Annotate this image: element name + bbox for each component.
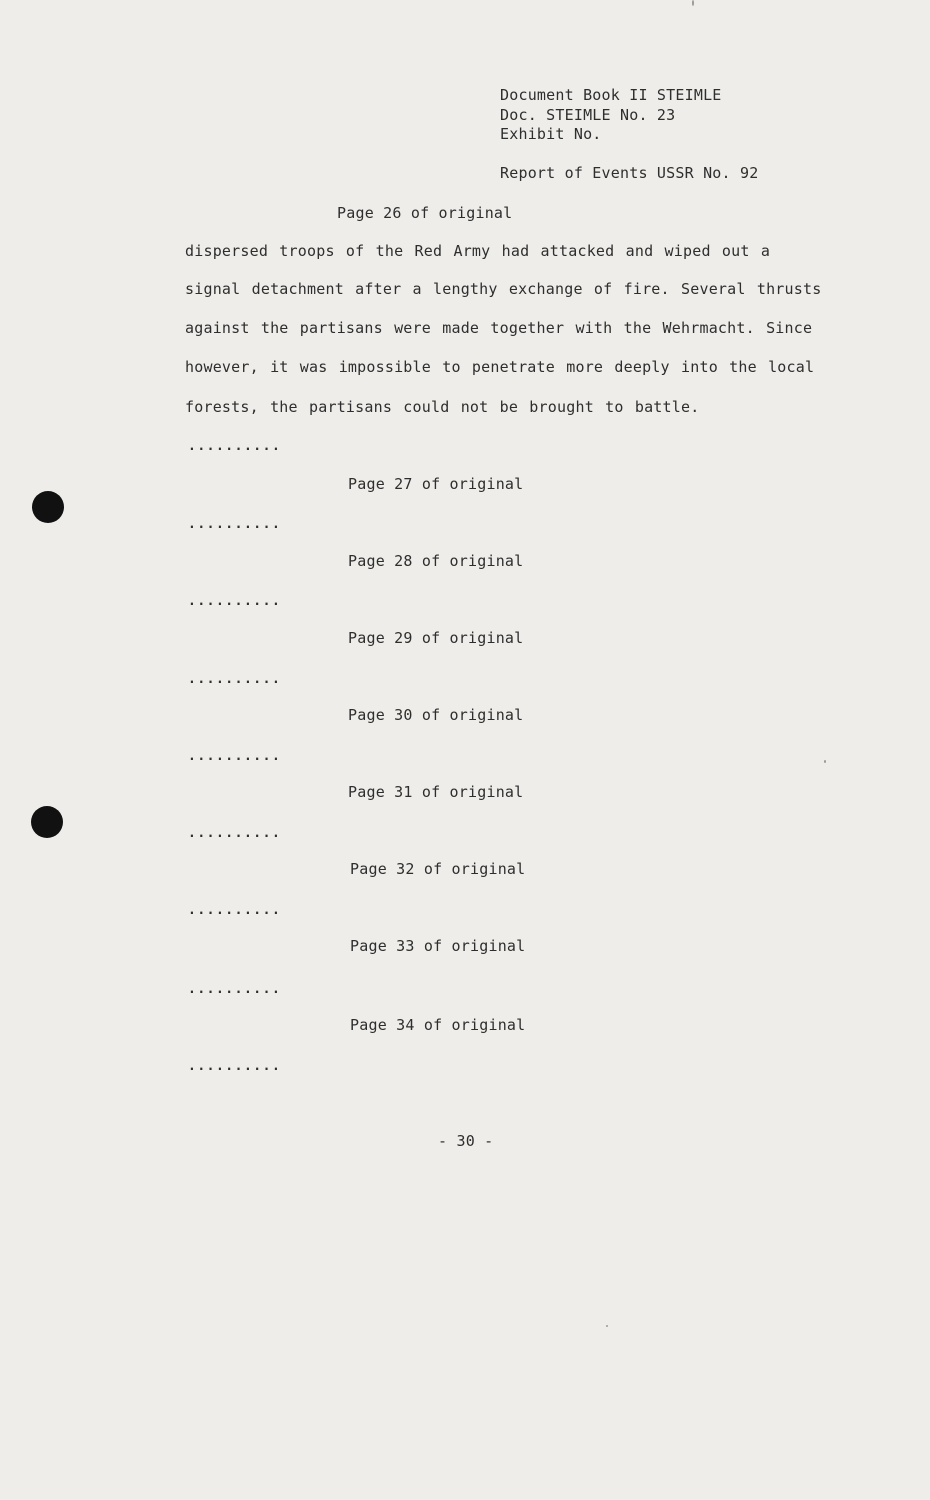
page-label-34: Page 34 of original <box>350 1016 526 1034</box>
omission-dots: .......... <box>188 903 282 918</box>
page-label-32: Page 32 of original <box>350 860 526 878</box>
omission-dots: .......... <box>188 672 282 687</box>
omission-dots: .......... <box>188 826 282 841</box>
page-label-27: Page 27 of original <box>348 475 524 493</box>
paper-speck <box>692 0 694 6</box>
body-line-1: dispersed troops of the Red Army had attacked and wiped out a <box>185 242 771 260</box>
omission-dots: .......... <box>188 749 282 764</box>
doc-number-line: Doc. STEIMLE No. 23 <box>500 106 676 124</box>
page-number: - 30 - <box>438 1132 494 1150</box>
paper-speck <box>824 760 826 763</box>
document-book-line: Document Book II STEIMLE <box>500 86 722 104</box>
page-label-33: Page 33 of original <box>350 937 526 955</box>
omission-dots: .......... <box>188 982 282 997</box>
body-line-3: against the partisans were made together with the Wehrmacht. Since <box>185 319 813 337</box>
omission-dots: .......... <box>188 594 282 609</box>
exhibit-line: Exhibit No. <box>500 125 602 143</box>
page-label-28: Page 28 of original <box>348 552 524 570</box>
omission-dots: .......... <box>188 439 282 454</box>
body-line-4: however, it was impossible to penetrate more deeply into the local <box>185 358 815 376</box>
omission-dots: .......... <box>188 1059 282 1074</box>
omission-dots: .......... <box>188 517 282 532</box>
punch-hole-bottom <box>31 806 63 838</box>
page-label-31: Page 31 of original <box>348 783 524 801</box>
body-line-2: signal detachment after a lengthy exchange of fire. Several thrusts <box>185 280 822 298</box>
paper-speck <box>606 1325 608 1327</box>
page-label-30: Page 30 of original <box>348 706 524 724</box>
report-title: Report of Events USSR No. 92 <box>500 164 759 182</box>
punch-hole-top <box>32 491 64 523</box>
page-label-29: Page 29 of original <box>348 629 524 647</box>
body-line-5: forests, the partisans could not be brought to battle. <box>185 398 700 416</box>
page-label-26: Page 26 of original <box>337 204 513 222</box>
